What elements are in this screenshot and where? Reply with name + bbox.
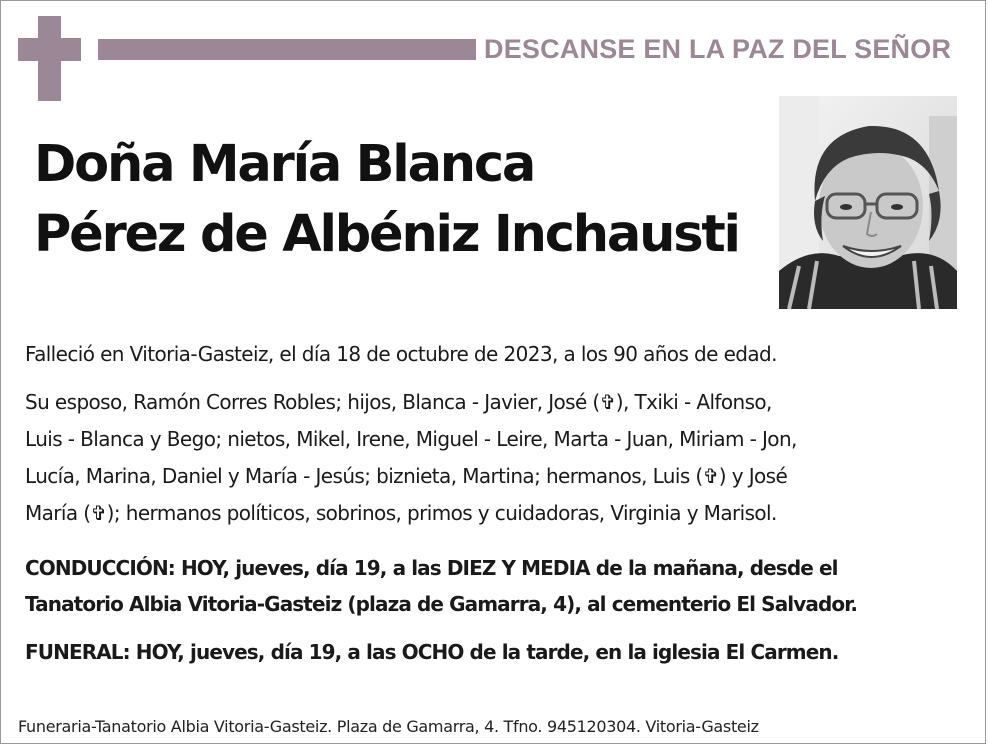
death-line: Falleció en Vitoria-Gasteiz, el día 18 de octubre de 2023, a los 90 años de edad. [25, 342, 777, 366]
conduccion-paragraph [25, 550, 970, 622]
family-paragraph [25, 384, 970, 532]
deceased-name [34, 130, 769, 270]
family-line: Su esposo, Ramón Corres Robles; hijos, Blanca - Javier, José (✞), Txiki - Alfonso, [25, 390, 772, 414]
conduccion-line: Tanatorio Albia Vitoria-Gasteiz (plaza de Gamarra, 4), al cementerio El Salvador. [25, 592, 858, 616]
portrait-illustration [779, 96, 957, 309]
name-line-2: Pérez de Albéniz Inchausti [34, 205, 739, 264]
family-line: Luis - Blanca y Bego; nietos, Mikel, Irene, Miguel - Leire, Marta - Juan, Miriam - Jon, [25, 427, 797, 451]
portrait-photo [779, 96, 957, 309]
cross-icon-bar [18, 38, 81, 61]
death-announcement [25, 339, 970, 369]
header-tagline: DESCANSE EN LA PAZ DEL SEÑOR [484, 34, 952, 64]
funeral-line: FUNERAL: HOY, jueves, día 19, a las OCHO de la tarde, en la iglesia El Carmen. [25, 640, 839, 664]
funeral-paragraph [25, 635, 970, 669]
family-line: Lucía, Marina, Daniel y María - Jesús; biznieta, Martina; hermanos, Luis (✞) y José [25, 464, 788, 488]
name-line-1: Doña María Blanca [34, 135, 535, 194]
header-rule [98, 39, 476, 60]
funeral-home-footer: Funeraria-Tanatorio Albia Vitoria-Gasteiz. Plaza de Gamarra, 4. Tfno. 945120304. Vitoria-Gasteiz [18, 717, 759, 736]
conduccion-line: CONDUCCIÓN: HOY, jueves, día 19, a las DIEZ Y MEDIA de la mañana, desde el [25, 556, 838, 580]
family-line: María (✞); hermanos políticos, sobrinos, primos y cuidadoras, Virginia y Marisol. [25, 501, 777, 525]
